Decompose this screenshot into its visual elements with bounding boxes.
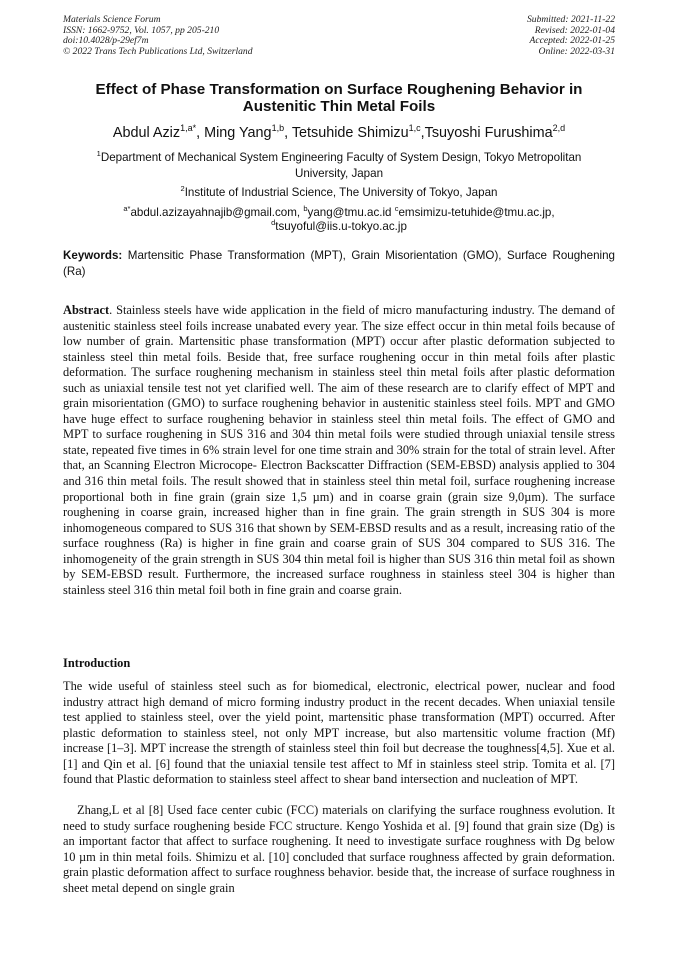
author-name: Tetsuhide Shimizu — [291, 125, 409, 141]
revised-date: Revised: 2022-01-04 — [534, 24, 615, 36]
abstract-label: Abstract — [63, 303, 110, 317]
email-superscript: a* — [123, 204, 131, 213]
affiliation-2 — [70, 185, 608, 201]
author-name: Abdul Aziz — [112, 125, 181, 141]
email-superscript: b — [303, 204, 308, 213]
author-list: Abdul Aziz$^{1,a*}$, Ming Yang$^{1,b}$, Tetsuhide Shimizu$^{1,c}$,Tsuyoshi Furushima$^{2,d}$ — [112, 123, 566, 141]
email-link[interactable]: abdul.azizayahnajib@gmail.com — [130, 206, 297, 219]
affiliation-superscript: 2 — [180, 184, 185, 193]
author-name: Tsuyoshi Furushima — [424, 125, 553, 141]
abstract-text: . Stainless steels have wide application in the field of micro manufacturing industry. The demand of austenitic stainless steel foils increase unabated every year. The size effect occur in thin metal foils because of low number of grain. Martensitic phase transformation (MPT) occur after plastic deformation subjected to stainless steel thin metal foils. Beside that, free surface roughening occur in thin metal foils after plastic deformation. The surface roughening mechanism in stainless steel thin metal foils after plastic deformation such as uniaxial tensile test not yet clarified well. The aim of these research are to clarify effect of MPT and grain misorientation (GMO) to surface roughening behavior in austenitic stainless steel foils. MPT and GMO have huge effect to surface roughening behavior in stainless steel thin metal foils. The effect of GMO and MPT to surface roughening in SUS 316 and 304 thin metal foils were studied through uniaxial tensile stress state, repeated five times in 6% strain level for one time strain and 30% strain for the total of strain level. After that, an Scanning Electron Microcope- Electron Backscatter Diffraction (SEM-EBSD) analysis applied to 304 and 316 thin metal foils. The result showed that in stainless steel thin metal foil, surface roughening increase proportional both in fine grain (grain size 1,5 µm) and in coarse grain (grain size 9,0µm). The surface roughening in coarse grain, increased higher than in fine grain. The grain strength in SUS 304 is more inhomogeneous compared to SUS 316 that shown by SEM-EBSD results and as a result, increasing ratio of the surface roughness (Ra) is higher in fine grain and coarse grain of SUS 304 compared to SUS 316. The inhomogeneity of the grain strength in SUS 304 thin metal foil is higher than SUS 316 thin metal foil as shown by SEM-EBSD result. Furthermore, the increased surface roughness in stainless steel 304 is higher than stainless steel 316 thin metal foil both in fine grain and coarse grain. — [63, 303, 615, 597]
keywords-text: Martensitic Phase Transformation (MPT), Grain Misorientation (GMO), Surface Roughening (Ra) — [63, 249, 615, 278]
email-link[interactable]: emsimizu-tetuhide@tmu.ac.jp — [398, 206, 552, 219]
copyright-line: © 2022 Trans Tech Publications Ltd, Switzerland — [63, 45, 253, 57]
affiliation-superscript: 1 — [96, 149, 101, 158]
author-superscript: 2,d — [552, 123, 566, 133]
keywords-block — [63, 248, 615, 279]
email-link[interactable]: tsuyoful@iis.u-tokyo.ac.jp — [275, 220, 407, 233]
journal-info-block — [63, 15, 253, 57]
accepted-date: Accepted: 2022-01-25 — [529, 35, 615, 47]
submitted-date: Submitted: 2021-11-22 — [526, 14, 615, 25]
issn-line: ISSN: 1662-9752, Vol. 1057, pp 205-210 — [63, 24, 220, 36]
email-link[interactable]: yang@tmu.ac.id — [307, 206, 392, 219]
author-name: Ming Yang — [204, 125, 272, 141]
affiliation-1 — [70, 150, 608, 181]
introduction-heading: Introduction — [63, 656, 131, 670]
email-block: $^{a*}$abdul.azizayahnajib@gmail.com, $^b$yang@tmu.ac.id $^c$emsimizu-tetuhide@tmu.ac.jp, $^d$tsuyoful@iis.u-tokyo.ac.jp — [123, 204, 555, 233]
affiliation-text: Department of Mechanical System Engineering Faculty of System Design, Tokyo Metropolitan University, Japan — [100, 151, 582, 180]
affiliation-text: Institute of Industrial Science, The University of Tokyo, Japan — [184, 186, 498, 199]
keywords-label: Keywords: — [63, 249, 123, 262]
introduction-paragraph-1: The wide useful of stainless steel such as for biomedical, electronic, electrical power, nuclear and food industry attract high demand of micro forming industry product in the recent decades. When uniaxial tensile test applied to stainless steel, over the yield point, martensitic phase transformation (MPT) occurred. After plastic deformation to stainless steel, not only MPT increase, but also martensitic volume fraction (Mf) increase [1–3]. MPT increase the strength of stainless steel thin foil but decrease the toughness[4,5]. Xue et al. [1] and Qin et al. [6] found that the uniaxial tensile test affect to Mf in stainless steel strip. Tomita et al. [7] found that Plastic deformation to stainless steel affect to shear band intersection and nucleation of MPT. — [63, 679, 615, 787]
abstract-block — [63, 303, 615, 598]
email-superscript: c — [394, 204, 399, 213]
author-superscript: 1,a* — [180, 123, 197, 133]
online-date: Online: 2022-03-31 — [538, 45, 615, 57]
author-superscript: 1,c — [408, 123, 421, 133]
introduction-paragraph-2: Zhang,L et al [8] Used face center cubic (FCC) materials on clarifying the surface roughness evolution. It need to study surface roughening beside FCC structure. Kengo Yoshida et al. [9] found that grain size (Dg) is an important factor that affect to surface roughening. It need to investigate surface roughness with Dg below 10 µm in thin metal foils. Shimizu et al. [10] concluded that surface roughness affected by grain deformation. grain plastic deformation affect to surface roughness behavior. beside that, the increase of surface roughness in sheet metal depend on single grain — [63, 803, 615, 895]
doi-line: doi:10.4028/p-29ef7m — [63, 35, 149, 47]
email-superscript: d — [271, 218, 276, 227]
paper-title: Effect of Phase Transformation on Surface Roughening Behavior in Austenitic Thin Metal Foils — [95, 81, 583, 115]
author-superscript: 1,b — [271, 123, 285, 133]
journal-name: Materials Science Forum — [63, 14, 161, 25]
dates-block — [527, 15, 615, 57]
